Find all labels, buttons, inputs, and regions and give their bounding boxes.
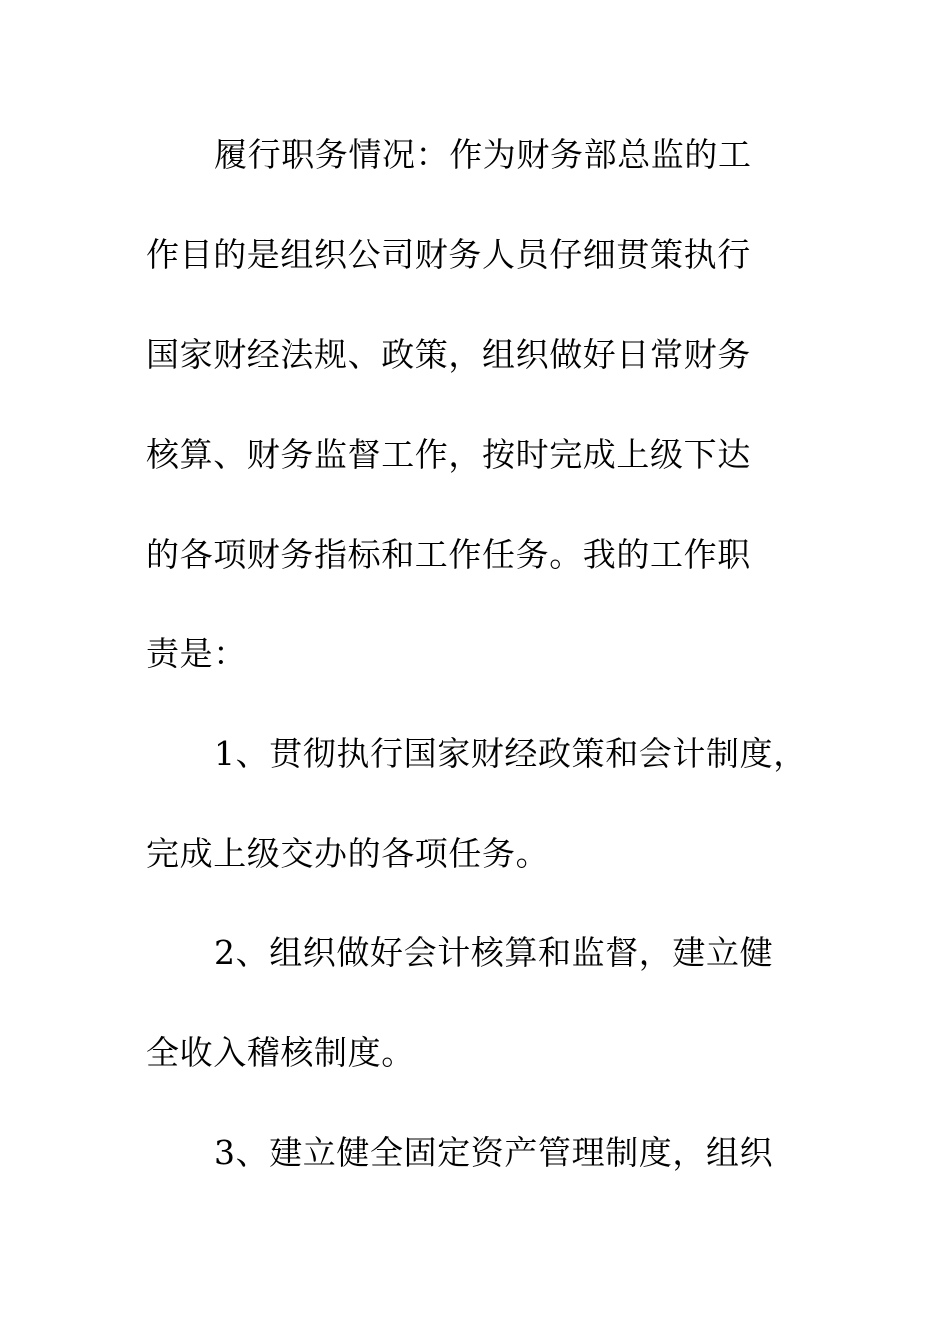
text-line: 完成上级交办的各项任务。 — [146, 834, 550, 873]
text-line: 1、贯彻执行国家财经政策和会计制度， — [214, 734, 807, 773]
text-line: 3、建立健全固定资产管理制度，组织 — [214, 1133, 774, 1172]
text-line: 责是： — [146, 634, 247, 673]
text-line: 2、组织做好会计核算和监督，建立健 — [214, 933, 774, 972]
text-line: 的各项财务指标和工作任务。我的工作职 — [146, 535, 751, 574]
text-line: 核算、财务监督工作，按时完成上级下达 — [146, 435, 751, 474]
text-line: 国家财经法规、政策，组织做好日常财务 — [146, 335, 751, 374]
text-line: 作目的是组织公司财务人员仔细贯策执行 — [146, 235, 751, 274]
text-line: 履行职务情况：作为财务部总监的工 — [214, 135, 752, 174]
text-line: 全收入稽核制度。 — [146, 1033, 415, 1072]
